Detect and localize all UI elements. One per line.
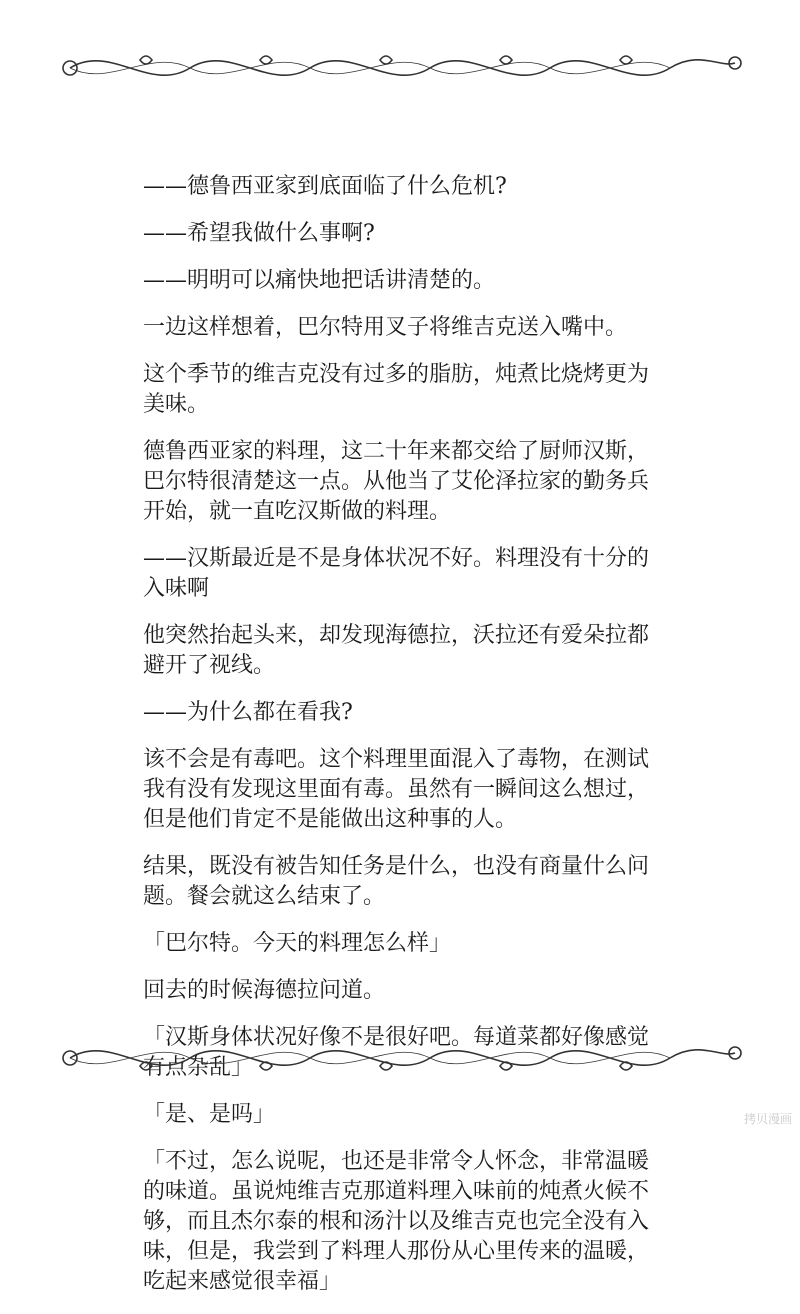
paragraph: 「不过，怎么说呢，也还是非常令人怀念，非常温暖的味道。虽说炖维吉克那道料理入味前的炖煮火候不够，而且杰尔泰的根和汤汁以及维吉克也完全没有入味，但是，我尝到了料理人那份从心里传来的温暖，吃起来感觉很幸福」 bbox=[143, 1149, 650, 1294]
paragraph: 一边这样想着，巴尔特用叉子将维吉克送入嘴中。 bbox=[143, 315, 628, 340]
paragraph: 德鲁西亚家的料理，这二十年来都交给了厨师汉斯，巴尔特很清楚这一点。从他当了艾伦泽拉家的勤务兵开始，就一直吃汉斯做的料理。 bbox=[143, 439, 650, 524]
paragraph: 回去的时候海德拉问道。 bbox=[143, 978, 386, 1003]
paragraph: ——明明可以痛快地把话讲清楚的。 bbox=[143, 268, 496, 293]
paragraph: 该不会是有毒吧。这个料理里面混入了毒物，在测试我有没有发现这里面有毒。虽然有一瞬间这么想过，但是他们肯定不是能做出这种事的人。 bbox=[143, 747, 650, 832]
paragraph: 「汉斯身体状况好像不是很好吧。每道菜都好像感觉有点杂乱」 bbox=[143, 1025, 650, 1080]
paragraph: 「巴尔特。今天的料理怎么样」 bbox=[143, 931, 452, 956]
paragraph: 结果，既没有被告知任务是什么，也没有商量什么问题。餐会就这么结束了。 bbox=[143, 854, 650, 909]
bottom-ornament-border bbox=[50, 1028, 750, 1088]
paragraph: ——为什么都在看我? bbox=[143, 700, 353, 725]
paragraph: 这个季节的维吉克没有过多的脂肪，炖煮比烧烤更为美味。 bbox=[143, 362, 650, 417]
top-ornament-border bbox=[50, 38, 750, 98]
watermark: 拷贝漫画 bbox=[743, 1112, 792, 1126]
paragraph: ——汉斯最近是不是身体状况不好。料理没有十分的入味啊 bbox=[143, 546, 650, 601]
paragraph: ——德鲁西亚家到底面临了什么危机? bbox=[143, 174, 507, 199]
paragraph: ——希望我做什么事啊? bbox=[143, 221, 375, 246]
paragraph: 他突然抬起头来，却发现海德拉，沃拉还有爱朵拉都避开了视线。 bbox=[143, 623, 650, 678]
paragraph: 「是、是吗」 bbox=[143, 1102, 276, 1127]
page-text bbox=[143, 172, 663, 1314]
